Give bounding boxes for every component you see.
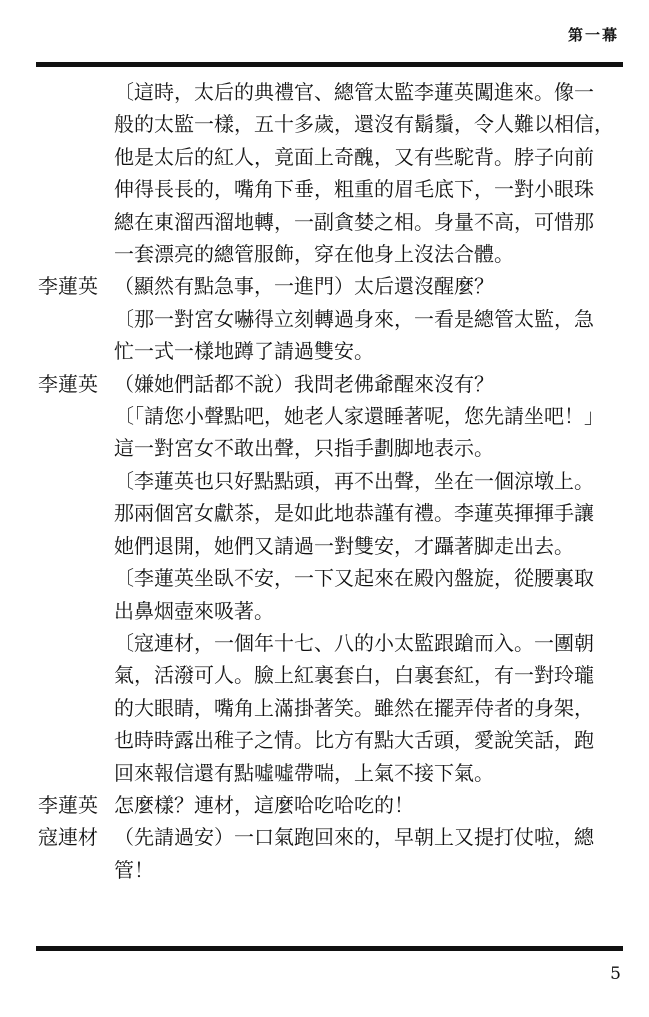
text-line: 般的太監一樣，五十多歲，還沒有鬍鬚，令人難以相信， [114, 112, 614, 137]
script-body [38, 76, 626, 886]
text-line: 〔李蓮英坐臥不安，一下又起來在殿內盤旋，從腰裏取 [114, 566, 594, 591]
text-line: （先請過安）一口氣跑回來的，早朝上又提打仗啦，總 [114, 825, 594, 850]
text-line: 也時時露出稚子之情。比方有點大舌頭，愛說笑話，跑 [114, 728, 594, 753]
stage-direction [38, 76, 626, 270]
text-line: 〔寇連材，一個年十七、八的小太監跟蹌而入。一團朝 [114, 630, 594, 655]
page-number: 5 [610, 964, 621, 984]
stage-direction-text [114, 303, 626, 368]
text-line: （顯然有點急事，一進門）太后還沒醒麼？ [114, 274, 494, 299]
text-line: 的大眼睛，嘴角上滿掛著笑。雖然在擺弄侍者的身架， [114, 695, 594, 720]
text-line: 他是太后的紅人，竟面上奇醜，又有些駝背。脖子向前 [114, 144, 594, 169]
text-line: 管！ [114, 857, 154, 882]
dialogue-text [114, 821, 626, 886]
text-line: 氣，活潑可人。臉上紅裏套白，白裏套紅，有一對玲瓏 [114, 663, 594, 688]
text-line: 總在東溜西溜地轉，一副貪婪之相。身量不高，可惜那 [114, 209, 594, 234]
dialogue-line [38, 270, 626, 302]
stage-direction [38, 627, 626, 789]
speaker-name: 李蓮英 [38, 792, 98, 817]
text-line: （嫌她們話都不說）我問老佛爺醒來沒有？ [114, 371, 494, 396]
text-line: 回來報信還有點噓噓帶喘，上氣不接下氣。 [114, 760, 494, 785]
stage-direction [38, 400, 626, 465]
text-line: 〔那一對宮女嚇得立刻轉過身來，一看是總管太監，急 [114, 306, 594, 331]
text-line: 忙一式一樣地蹲了請過雙安。 [114, 339, 374, 364]
text-line: 〔「請您小聲點吧，她老人家還睡著呢，您先請坐吧！」 [114, 404, 604, 429]
stage-direction [38, 465, 626, 562]
text-line: 伸得長長的，嘴角下垂，粗重的眉毛底下，一對小眼珠 [114, 177, 594, 202]
dialogue-text [114, 270, 626, 302]
stage-direction-text [114, 562, 626, 627]
stage-direction [38, 562, 626, 627]
bottom-rule [36, 946, 623, 951]
text-line: 一套漂亮的總管服飾，穿在他身上沒法合體。 [114, 242, 514, 267]
speaker-name: 寇連材 [38, 825, 98, 850]
dialogue-text [114, 789, 626, 821]
dialogue-line [38, 789, 626, 821]
speaker-name: 李蓮英 [38, 274, 98, 299]
text-line: 〔這時，太后的典禮官、總管太監李蓮英闖進來。像一 [114, 80, 594, 104]
text-line: 那兩個宮女獻茶，是如此地恭謹有禮。李蓮英揮揮手讓 [114, 501, 594, 526]
stage-direction-text [114, 465, 626, 562]
stage-direction [38, 303, 626, 368]
dialogue-line [38, 368, 626, 400]
text-line: 她們退開，她們又請過一對雙安，才躡著脚走出去。 [114, 533, 574, 558]
text-line: 怎麼樣？連材，這麼哈吃哈吃的！ [114, 792, 414, 817]
text-line: 這一對宮女不敢出聲，只指手劃脚地表示。 [114, 436, 494, 461]
text-line: 出鼻烟壺來吸著。 [114, 598, 274, 623]
stage-direction-text [114, 627, 626, 789]
dialogue-text [114, 368, 626, 400]
text-line: 〔李蓮英也只好點點頭，再不出聲，坐在一個涼墩上。 [114, 468, 594, 493]
dialogue-line [38, 821, 626, 886]
stage-direction-text [114, 400, 626, 465]
stage-direction-text [114, 76, 626, 270]
running-header-title: 第一幕 [567, 26, 619, 44]
top-rule [36, 62, 623, 67]
speaker-name: 李蓮英 [38, 371, 98, 396]
